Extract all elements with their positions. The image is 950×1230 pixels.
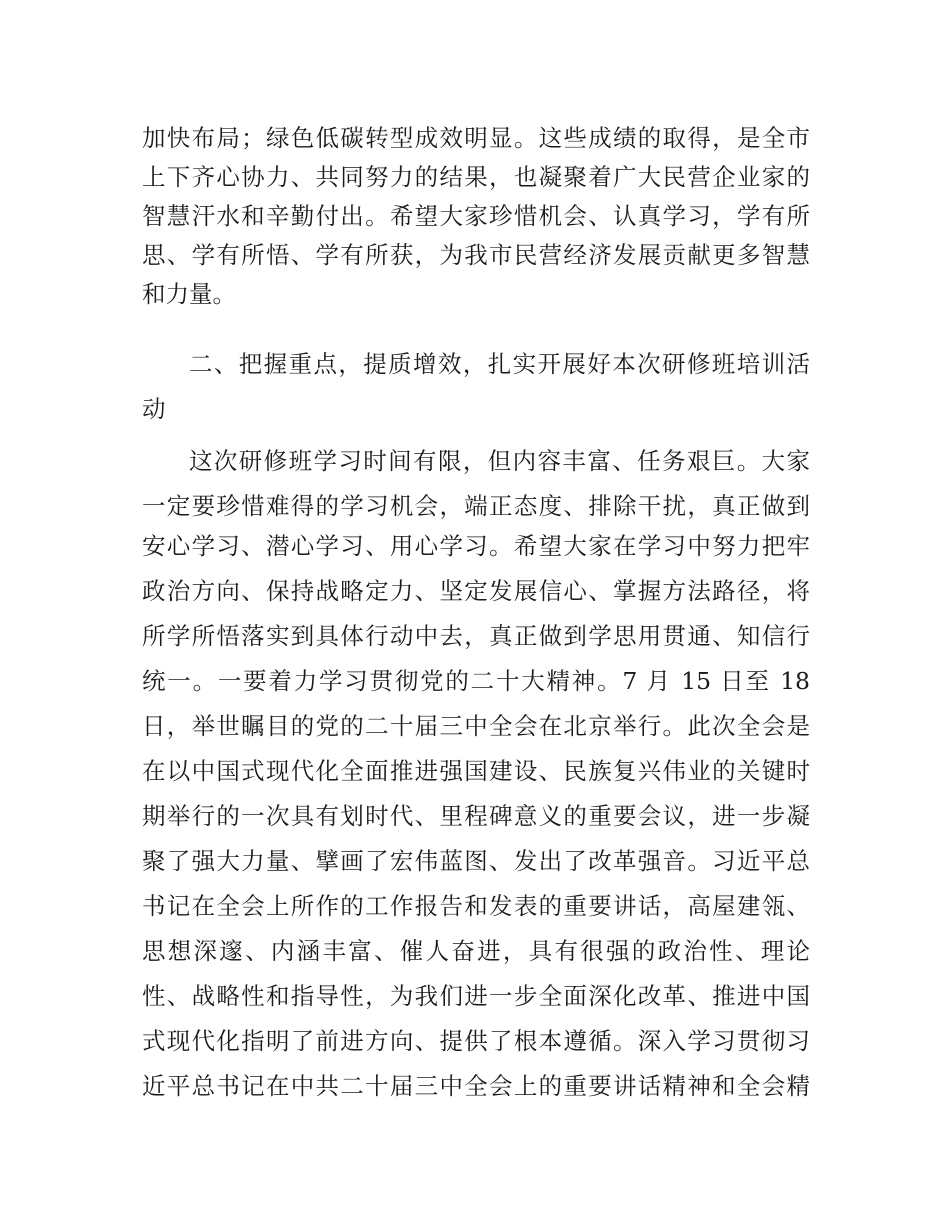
paragraph-line: 思想深邃、内涵丰富、催人奋进，具有很强的政治性、理论	[142, 937, 810, 965]
paragraph-line: 上下齐心协力、共同努力的结果，也凝聚着广大民营企业家的	[142, 163, 810, 191]
paragraph-line: 这次研修班学习时间有限，但内容丰富、任务艰巨。大家	[189, 447, 810, 475]
paragraph-line: 和力量。	[142, 280, 236, 308]
section-heading-line: 二、把握重点，提质增效，扎实开展好本次研修班培训活	[189, 350, 810, 378]
paragraph-line: 日，举世瞩目的党的二十届三中全会在北京举行。此次全会是	[142, 712, 810, 740]
paragraph-line: 近平总书记在中共二十届三中全会上的重要讲话精神和全会精	[142, 1072, 810, 1100]
section-heading-line: 动	[142, 395, 166, 423]
paragraph-line: 书记在全会上所作的工作报告和发表的重要讲话，高屋建瓴、	[142, 892, 810, 920]
paragraph-line: 加快布局；绿色低碳转型成效明显。这些成绩的取得，是全市	[142, 124, 810, 152]
paragraph-line: 智慧汗水和辛勤付出。希望大家珍惜机会、认真学习，学有所	[142, 202, 810, 230]
paragraph-line: 在以中国式现代化全面推进强国建设、民族复兴伟业的关键时	[142, 757, 810, 785]
paragraph-line: 思、学有所悟、学有所获，为我市民营经济发展贡献更多智慧	[142, 241, 810, 269]
paragraph-line: 聚了强大力量、擘画了宏伟蓝图、发出了改革强音。习近平总	[142, 847, 810, 875]
paragraph-line: 政治方向、保持战略定力、坚定发展信心、掌握方法路径，将	[142, 577, 810, 605]
paragraph-line: 式现代化指明了前进方向、提供了根本遵循。深入学习贯彻习	[142, 1027, 810, 1055]
paragraph-line: 安心学习、潜心学习、用心学习。希望大家在学习中努力把牢	[142, 532, 810, 560]
paragraph-line: 所学所悟落实到具体行动中去，真正做到学思用贯通、知信行	[142, 622, 810, 650]
paragraph-line: 统一。一要着力学习贯彻党的二十大精神。7 月 15 日至 18	[142, 667, 810, 695]
paragraph-line: 一定要珍惜难得的学习机会，端正态度、排除干扰，真正做到	[142, 492, 810, 520]
paragraph-line: 性、战略性和指导性，为我们进一步全面深化改革、推进中国	[142, 982, 810, 1010]
paragraph-line: 期举行的一次具有划时代、里程碑意义的重要会议，进一步凝	[142, 802, 810, 830]
